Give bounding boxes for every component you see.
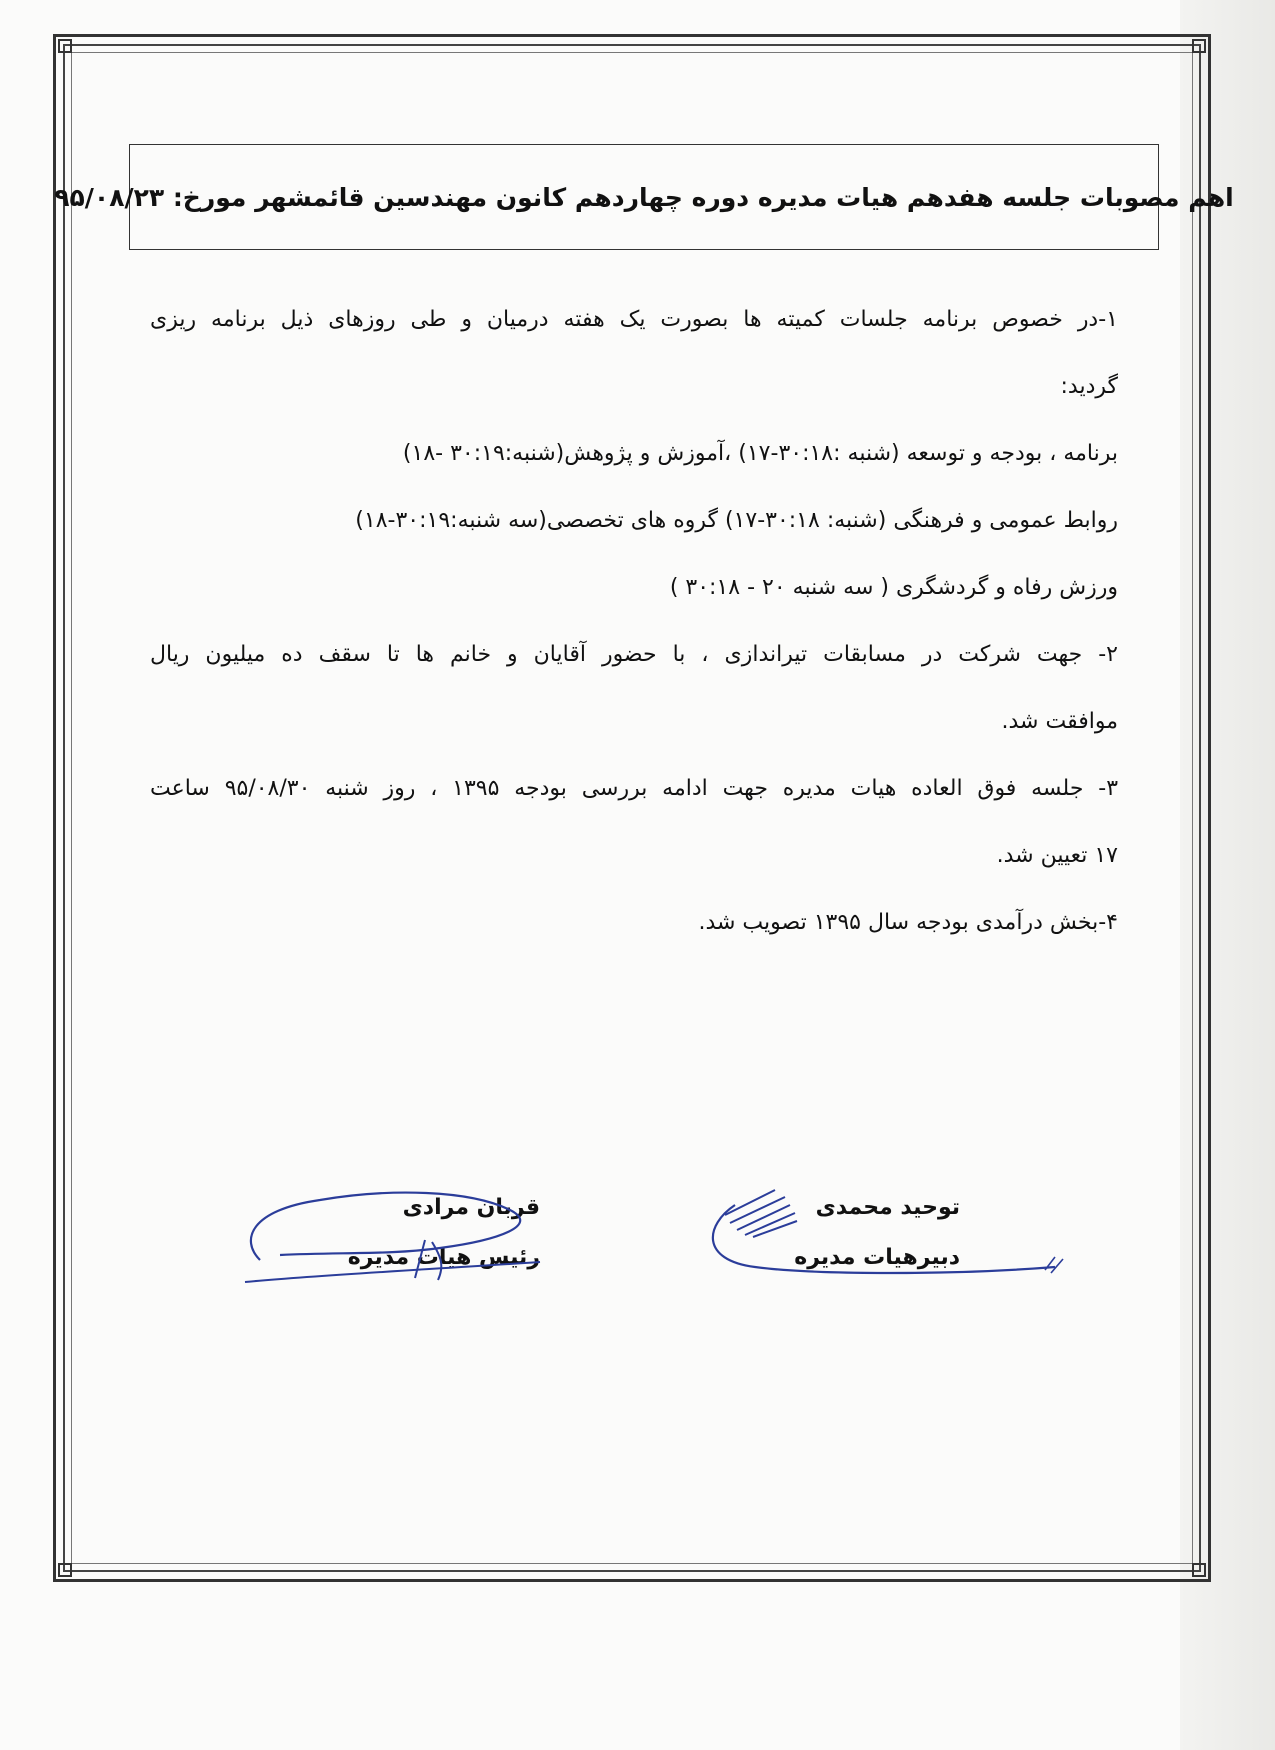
resolution-line: ۱-در خصوص برنامه جلسات کمیته ها بصورت یک هفته درمیان و طی روزهای ذیل برنامه ریزی [150,307,1118,332]
title-box [54,144,1234,250]
resolution-line: ۲- جهت شرکت در مسابقات تیراندازی ، با حضور آقایان و خانم ها تا سقف ده میلیون ریال [150,642,1118,667]
border-corner-ornament [1192,39,1206,53]
resolution-line: برنامه ، بودجه و توسعه (شنبه :۳۰:۱۸-۱۷) ،آموزش و پژوهش(شنبه:۳۰:۱۹ -۱۸) [402,441,1118,466]
signatory-chairman [260,1188,540,1278]
resolution-line: موافقت شد. [1001,709,1118,734]
resolution-line: گردید: [1060,374,1118,399]
chairman-role: رئیس هیات مدیره [347,1245,540,1270]
document-title: اهم مصوبات جلسه هفدهم هیات مدیره دوره چهاردهم کانون مهندسین قائمشهر مورخ: ۹۵/۰۸/۲۳ [54,182,1234,212]
resolution-line: ورزش رفاه و گردشگری ( سه شنبه ۲۰ - ۳۰:۱۸ ) [669,575,1118,600]
secretary-role: دبیرهیات مدیره [794,1245,960,1270]
border-corner-ornament [1192,1563,1206,1577]
chairman-name: قربان مرادی [402,1195,540,1220]
resolution-line: روابط عمومی و فرهنگی (شنبه: ۳۰:۱۸-۱۷) گروه های تخصصی(سه شنبه:۳۰:۱۹-۱۸) [355,508,1118,533]
resolution-line: ۱۷ تعیین شد. [996,843,1118,868]
resolution-line: ۴-بخش درآمدی بودجه سال ۱۳۹۵ تصویب شد. [698,910,1118,935]
signatory-secretary [780,1188,960,1278]
resolution-line: ۳- جلسه فوق العاده هیات مدیره جهت ادامه بررسی بودجه ۱۳۹۵ ، روز شنبه ۹۵/۰۸/۳۰ ساعت [150,776,1119,801]
resolutions-body [150,300,1118,970]
border-corner-ornament [58,1563,72,1577]
border-corner-ornament [58,39,72,53]
secretary-name: توحید محمدی [815,1195,960,1220]
